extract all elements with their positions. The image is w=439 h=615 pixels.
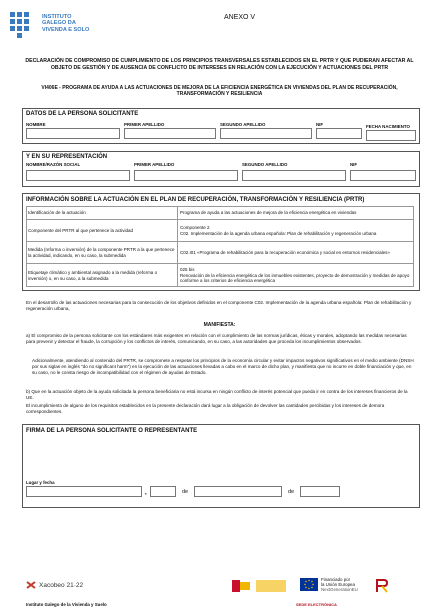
row-label: Etiquetaje climático y ambiental asignado a la medida (reforma o inversión) o, en su caso, a la submedida — [26, 264, 178, 287]
row-value: 025 bis Renovación de la eficiencia energética de los inmuebles existentes, proyecto de demostración y medidas de apoyo conforme a los criterios de eficiencia energética — [180, 267, 410, 284]
birth-label: FECHA NACIMIENTO — [366, 124, 410, 129]
row-label: Medida (reforma o inversión) de la componente PRTR a la que pertenece la actividad, indicando, en su caso, la submedida — [26, 242, 178, 263]
logo-line: VIVENDA E SOLO — [42, 26, 90, 33]
month-field[interactable] — [194, 486, 282, 497]
de-label: de — [288, 489, 295, 495]
day-field[interactable] — [150, 486, 176, 497]
applicant-title: DATOS DE LA PERSONA SOLICITANTE — [26, 111, 139, 117]
electronic-office-label: SEDE ELECTRÓNICA — [296, 602, 337, 607]
company-field[interactable] — [26, 170, 130, 181]
eu-flag-icon — [300, 578, 318, 591]
xacobeo-logo — [26, 580, 83, 590]
prtr-icon — [374, 578, 390, 594]
place-field[interactable] — [26, 486, 142, 497]
table-row — [26, 220, 414, 242]
clause-a-additional: Adicionalmente, atendiendo al contenido del PRTR, se compromete a respetar los principios de la economía circular y evitar impactos negativos significativos en el medio ambiente (DNSH por sus siglas en inglés "do no significant harm") en la ejecución de las actuaciones llevadas a cabo en el marco de dicho plan, y manifiesta que no incurre en doble financiación y que, en su caso, no le consta riesgo de incompatibilidad con el régimen de ayudas de Estado. — [32, 358, 414, 375]
surname1-label: PRIMER APELLIDO — [124, 122, 165, 127]
rep-nif-field[interactable] — [350, 170, 416, 181]
rep-surname2-label: SEGUNDO APELLIDO — [242, 162, 288, 167]
representative-title: Y EN SU REPRESENTACIÓN — [26, 154, 108, 160]
name-label: NOMBRE — [26, 122, 46, 127]
place-date-label: Lugar y fecha — [26, 480, 55, 485]
ministry-block — [256, 580, 286, 592]
comma-separator: , — [145, 490, 147, 496]
rep-surname1-field[interactable] — [134, 170, 238, 181]
annex-label: ANEXO V — [223, 14, 256, 21]
clause-a: a) El compromiso de la persona solicitante con los estándares más exigentes en relación con el cumplimiento de las normas jurídicas, éticas y morales, adoptando las medidas necesarias para prevenir y detectar el fraude, la corrupción y los conflictos de interés, comunicando, en su caso, a las autoridades que proceda los incumplimientos observados. — [26, 333, 407, 344]
rep-surname1-label: PRIMER APELLIDO — [134, 162, 175, 167]
xacobeo-icon — [26, 580, 36, 590]
eu-line: la Unión Europea — [321, 582, 355, 588]
row-value: Programa de ayuda a las actuaciones de mejora de la eficiencia energética en viviendas — [180, 209, 357, 215]
xacobeo-text: Xacobeo 21·22 — [39, 581, 84, 589]
procedure-subtitle: VI406E - PROGRAMA DE AYUDA A LAS ACTUACIONES DE MEJORA DE LA EFICIENCIA ENERGÉTICA EN VIVIENDAS DEL PLAN DE RECUPERACIÓN, TRANSFORMACIÓN Y RESILIENCIA — [41, 85, 398, 98]
clause-b: b) Que en la actuación objeto de la ayuda solicitada la persona beneficiaria no está incursa en ningún conflicto de interés potencial que pueda ir en contra de los intereses financieros de la UE. — [26, 389, 408, 400]
name-field[interactable] — [26, 128, 120, 139]
de-label: de — [182, 489, 189, 495]
spain-government-logo — [230, 578, 252, 594]
row-value: C02.I01 «Programa de rehabilitación para la recuperación económica y social en entornos residenciales» — [180, 249, 390, 255]
company-label: NOMBRE/RAZÓN SOCIAL — [26, 162, 81, 167]
birth-field[interactable] — [366, 130, 416, 141]
table-row — [26, 206, 414, 220]
row-label: Componente del PRTR al que pertenece la actividad — [26, 220, 178, 241]
eu-line: Financiado por — [321, 577, 351, 582]
row-value: Componente 2 C02. Implementación de la agenda urbana española: Plan de rehabilitación y regeneración urbana — [180, 224, 377, 236]
document-title: DECLARACIÓN DE COMPROMISO DE CUMPLIMIENTO DE LOS PRINCIPIOS TRANSVERSALES ESTABLECIDOS EN EL PRTR Y QUE PUDIERAN AFECTAR AL OBJETO DE GESTIÓN Y DE AUSENCIA DE CONFLICTO DE INTERESES EN RELACIÓN CON LA EJECUCIÓN Y ACTUACIONES DEL PRTR — [25, 58, 414, 71]
surname2-field[interactable] — [220, 128, 312, 139]
nif-label: NIF — [316, 122, 324, 127]
signature-title: FIRMA DE LA PERSONA SOLICITANTE O REPRESENTANTE — [26, 428, 198, 434]
table-row — [26, 242, 414, 264]
logo-line: INSTITUTO — [42, 14, 72, 20]
row-label: Identificación de la actuación — [26, 206, 178, 219]
prtr-logo — [374, 578, 390, 594]
manifesto-heading: MANIFIESTA: — [203, 322, 236, 328]
actuation-title: INFORMACIÓN SOBRE LA ACTUACIÓN EN EL PLAN DE RECUPERACIÓN, TRANSFORMACIÓN Y RESILIENCIA (PRTR) — [26, 197, 365, 203]
nif-field[interactable] — [316, 128, 362, 139]
eu-line: NextGenerationEU — [321, 587, 358, 593]
surname1-field[interactable] — [124, 128, 216, 139]
clause-c: El incumplimiento de alguno de los requisitos establecidos en la presente declaración dará lugar a la obligación de devolver las cantidades percibidas y los intereses de demora correspondientes. — [26, 403, 385, 414]
year-field[interactable] — [300, 486, 340, 497]
igvs-logo — [8, 8, 128, 40]
logo-line: GALEGO DA — [42, 20, 76, 27]
coat-of-arms-icon — [230, 578, 252, 594]
eu-funding-logo — [300, 577, 358, 593]
surname2-label: SEGUNDO APELLIDO — [220, 122, 266, 127]
rep-surname2-field[interactable] — [242, 170, 346, 181]
rep-nif-label: NIF — [350, 162, 358, 167]
table-row — [26, 264, 414, 287]
institute-name: Instituto Galego de la Vivienda y Suelo — [26, 602, 107, 607]
intro-text: En el desarrollo de las actuaciones necesarias para la consecución de los objetivos definidos en el componente C02. Implementación de la agenda urbana española: Plan de rehabilitación y regeneración urbana, — [26, 300, 412, 311]
